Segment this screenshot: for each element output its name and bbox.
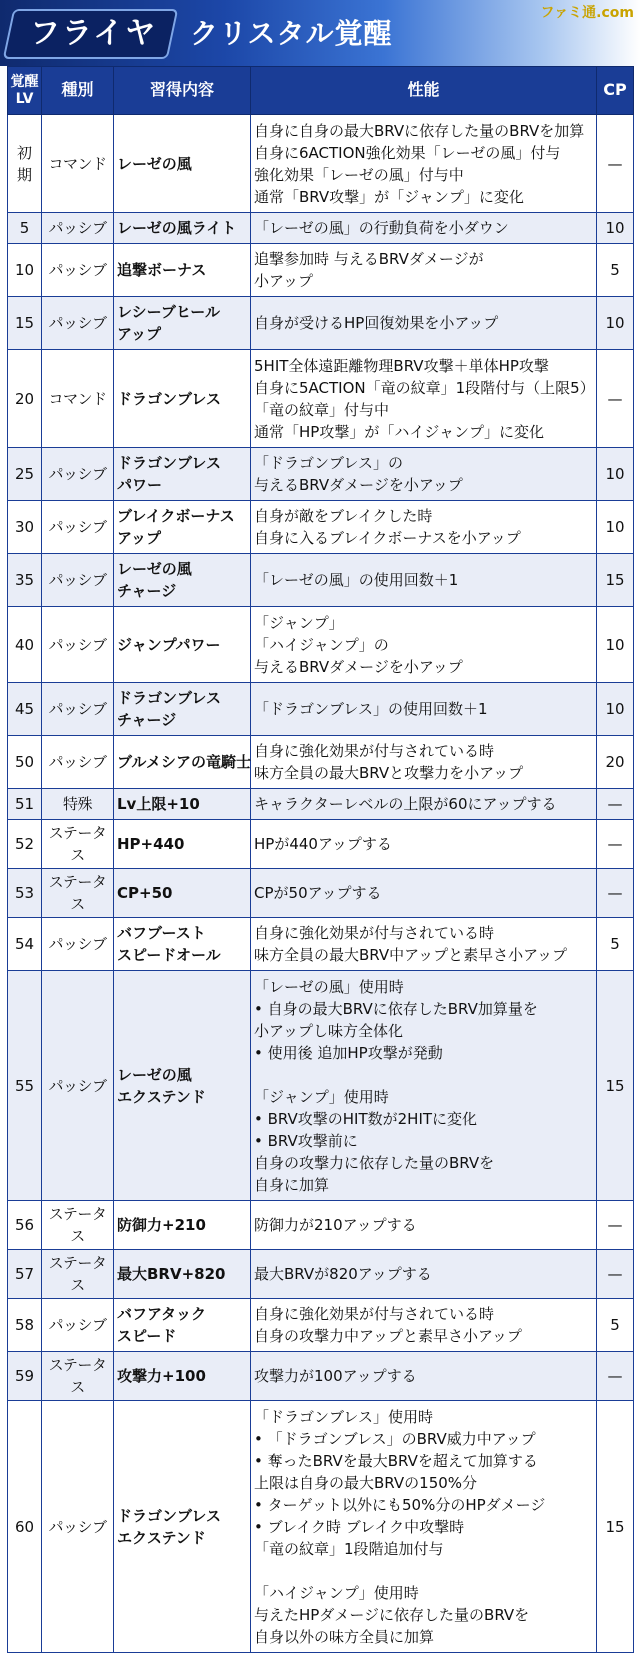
skill-name-line: スピード <box>117 1327 177 1345</box>
cell-type: ステータス <box>42 820 114 869</box>
cell-awakening-lv: 15 <box>8 297 42 350</box>
performance-line <box>254 1560 593 1582</box>
cell-awakening-lv: 60 <box>8 1401 42 1653</box>
table-row <box>8 297 634 350</box>
skill-name-line: 追撃ボーナス <box>117 261 207 279</box>
skill-name-line: ドラゴンブレス <box>117 389 221 408</box>
cell-type: ステータス <box>42 869 114 918</box>
table-row <box>8 350 634 448</box>
table-row <box>8 736 634 789</box>
performance-line: 「ハイジャンプ」の <box>254 635 389 654</box>
performance-line <box>254 1064 593 1086</box>
cell-awakening-lv: 初期 <box>8 115 42 213</box>
performance-line: 「ジャンプ」 <box>254 613 344 632</box>
column-header-lv-line1: 覚醒 <box>10 74 39 91</box>
skill-name-line: レーゼの風 <box>117 154 192 173</box>
performance-line: 攻撃力が100アップする <box>254 1367 417 1385</box>
cell-performance <box>251 971 597 1201</box>
cell-awakening-lv: 5 <box>8 213 42 244</box>
cell-cp: — <box>597 1201 634 1250</box>
cell-performance <box>251 213 597 244</box>
cell-awakening-lv: 50 <box>8 736 42 789</box>
cell-skill-name <box>114 1299 251 1352</box>
performance-line: 「ドラゴンブレス」の使用回数＋1 <box>254 700 488 718</box>
performance-line: 通常「HP攻撃」が「ハイジャンプ」に変化 <box>254 422 545 441</box>
performance-line: 自身が受けるHP回復効果を小アップ <box>254 314 499 332</box>
skill-name-line: ブルメシアの竜騎士 <box>117 753 251 771</box>
performance-line: 自身に強化効果が付与されている時 <box>254 742 495 760</box>
table-row <box>8 244 634 297</box>
cell-type: パッシブ <box>42 683 114 736</box>
cell-performance <box>251 501 597 554</box>
table-row <box>8 554 634 607</box>
cell-skill-name <box>114 554 251 607</box>
cell-type: パッシブ <box>42 297 114 350</box>
cell-skill-name <box>114 820 251 869</box>
skill-name-line: スピードオール <box>117 946 221 964</box>
cell-awakening-lv: 57 <box>8 1250 42 1299</box>
cell-type: パッシブ <box>42 244 114 297</box>
skill-name-line: 最大BRV+820 <box>117 1265 226 1283</box>
performance-line: 5HIT全体遠距離物理BRV攻撃＋単体HP攻撃 <box>254 356 549 375</box>
cell-type: パッシブ <box>42 736 114 789</box>
cell-performance <box>251 869 597 918</box>
skill-name-line: バフブースト <box>117 924 206 942</box>
skill-name-line: チャージ <box>117 711 177 729</box>
table-row <box>8 1352 634 1401</box>
column-header-name: 習得内容 <box>114 67 251 115</box>
cell-skill-name <box>114 683 251 736</box>
performance-line: 自身に入るブレイクボーナスを小アップ <box>254 529 521 547</box>
skill-name-line: 攻撃力+100 <box>117 1367 206 1385</box>
skill-name-line: チャージ <box>117 582 177 600</box>
crystal-awakening-table <box>7 66 634 1653</box>
performance-line: 防御力が210アップする <box>254 1216 417 1234</box>
cell-cp: 20 <box>597 736 634 789</box>
performance-line: • ターゲット以外にも50%分のHPダメージ <box>254 1495 546 1514</box>
page-subtitle: クリスタル覚醒 <box>190 17 393 50</box>
cell-performance <box>251 244 597 297</box>
skill-name-line: レーゼの風 <box>117 1065 192 1084</box>
cell-skill-name <box>114 1250 251 1299</box>
cell-awakening-lv: 55 <box>8 971 42 1201</box>
cell-skill-name <box>114 736 251 789</box>
cell-skill-name <box>114 501 251 554</box>
cell-cp: 5 <box>597 244 634 297</box>
skill-name-line: アップ <box>117 529 161 547</box>
cell-cp: 15 <box>597 554 634 607</box>
cell-type: ステータス <box>42 1201 114 1250</box>
cell-cp: 10 <box>597 607 634 683</box>
character-name: フライヤ <box>30 16 158 51</box>
skill-name-line: エクステンド <box>117 1528 206 1547</box>
table-header-row <box>8 67 634 115</box>
cell-type: パッシブ <box>42 1299 114 1352</box>
performance-line: • ブレイク時 ブレイク中攻撃時 <box>254 1517 465 1536</box>
performance-line: 最大BRVが820アップする <box>254 1265 432 1283</box>
skill-name-line: 防御力+210 <box>117 1216 206 1234</box>
performance-line: • BRV攻撃のHIT数が2HITに変化 <box>254 1109 478 1128</box>
skill-name-line: パワー <box>117 476 163 494</box>
table-row <box>8 918 634 971</box>
table-row <box>8 213 634 244</box>
cell-skill-name <box>114 1352 251 1401</box>
performance-line: 上限は自身の最大BRVの150%分 <box>254 1473 478 1492</box>
table-row <box>8 1299 634 1352</box>
table-row <box>8 1201 634 1250</box>
cell-cp: 10 <box>597 683 634 736</box>
table-row <box>8 820 634 869</box>
performance-line: 小アップ <box>254 272 313 290</box>
cell-type: ステータス <box>42 1352 114 1401</box>
skill-name-line: レーゼの風ライト <box>117 219 237 237</box>
performance-line: 与えるBRVダメージを小アップ <box>254 476 463 494</box>
performance-line: 「レーゼの風」の行動負荷を小ダウン <box>254 219 509 237</box>
table-row <box>8 115 634 213</box>
performance-line: 「ドラゴンブレス」の <box>254 454 403 472</box>
cell-cp: 10 <box>597 297 634 350</box>
cell-skill-name <box>114 350 251 448</box>
cell-cp: — <box>597 115 634 213</box>
performance-line: 与えたHPダメージに依存した量のBRVを <box>254 1605 530 1624</box>
cell-type: コマンド <box>42 350 114 448</box>
cell-skill-name <box>114 789 251 820</box>
cell-cp: 5 <box>597 918 634 971</box>
cell-performance <box>251 683 597 736</box>
column-header-performance: 性能 <box>251 67 597 115</box>
performance-line: 自身以外の味方全員に加算 <box>254 1627 435 1646</box>
cell-skill-name <box>114 1401 251 1653</box>
performance-line: CPが50アップする <box>254 884 382 902</box>
cell-performance <box>251 1299 597 1352</box>
cell-performance <box>251 297 597 350</box>
performance-line: 「竜の紋章」1段階追加付与 <box>254 1539 444 1558</box>
cell-type: ステータス <box>42 1250 114 1299</box>
table-row <box>8 971 634 1201</box>
cell-awakening-lv: 53 <box>8 869 42 918</box>
cell-skill-name <box>114 607 251 683</box>
cell-performance <box>251 736 597 789</box>
cell-cp: 15 <box>597 1401 634 1653</box>
table-row <box>8 683 634 736</box>
performance-line: 「ハイジャンプ」使用時 <box>254 1583 419 1602</box>
performance-line: 自身に加算 <box>254 1175 330 1194</box>
skill-name-line: エクステンド <box>117 1087 206 1106</box>
cell-type: パッシブ <box>42 607 114 683</box>
cell-skill-name <box>114 244 251 297</box>
cell-type: コマンド <box>42 115 114 213</box>
cell-skill-name <box>114 448 251 501</box>
cell-cp: — <box>597 1352 634 1401</box>
skill-name-line: レーゼの風 <box>117 560 192 578</box>
performance-line: 「レーゼの風」の使用回数＋1 <box>254 571 459 589</box>
column-header-lv <box>8 67 42 115</box>
cell-awakening-lv: 56 <box>8 1201 42 1250</box>
cell-skill-name <box>114 918 251 971</box>
performance-line: 小アップし味方全体化 <box>254 1021 403 1040</box>
cell-skill-name <box>114 869 251 918</box>
cell-type: パッシブ <box>42 918 114 971</box>
cell-type: パッシブ <box>42 213 114 244</box>
performance-line: 自身に6ACTION強化効果「レーゼの風」付与 <box>254 143 561 162</box>
cell-performance <box>251 789 597 820</box>
page-header <box>0 0 640 66</box>
cell-skill-name <box>114 115 251 213</box>
column-header-lv-line2: LV <box>15 90 34 107</box>
cell-performance <box>251 1401 597 1653</box>
cell-performance <box>251 1352 597 1401</box>
skill-name-line: CP+50 <box>117 884 173 902</box>
table-row <box>8 789 634 820</box>
skill-name-line: HP+440 <box>117 835 185 853</box>
table-row <box>8 607 634 683</box>
performance-line: 自身に自身の最大BRVに依存した量のBRVを加算 <box>254 121 585 140</box>
cell-performance <box>251 820 597 869</box>
performance-line: 自身の攻撃力に依存した量のBRVを <box>254 1153 495 1172</box>
cell-type: 特殊 <box>42 789 114 820</box>
performance-line: • 自身の最大BRVに依存したBRV加算量を <box>254 999 538 1018</box>
skill-name-line: ドラゴンブレス <box>117 1506 221 1525</box>
cell-performance <box>251 1201 597 1250</box>
cell-awakening-lv: 51 <box>8 789 42 820</box>
cell-cp: 10 <box>597 501 634 554</box>
performance-line: HPが440アップする <box>254 835 392 853</box>
performance-line: • 奪ったBRVを最大BRVを超えて加算する <box>254 1451 538 1470</box>
table-row <box>8 448 634 501</box>
cell-cp: 5 <box>597 1299 634 1352</box>
performance-line: 自身の攻撃力中アップと素早さ小アップ <box>254 1327 522 1345</box>
cell-type: パッシブ <box>42 554 114 607</box>
performance-line: 強化効果「レーゼの風」付与中 <box>254 165 464 184</box>
cell-performance <box>251 350 597 448</box>
cell-type: パッシブ <box>42 501 114 554</box>
cell-cp: — <box>597 820 634 869</box>
performance-line: 自身に強化効果が付与されている時 <box>254 1305 495 1323</box>
cell-performance <box>251 448 597 501</box>
table-row <box>8 501 634 554</box>
cell-skill-name <box>114 1201 251 1250</box>
cell-cp: — <box>597 869 634 918</box>
cell-performance <box>251 1250 597 1299</box>
cell-awakening-lv: 25 <box>8 448 42 501</box>
cell-cp: 10 <box>597 448 634 501</box>
cell-type: パッシブ <box>42 971 114 1201</box>
performance-line: 通常「BRV攻撃」が「ジャンプ」に変化 <box>254 187 524 206</box>
column-header-cp: CP <box>597 67 634 115</box>
performance-line: 味方全員の最大BRVと攻撃力を小アップ <box>254 764 524 782</box>
skill-name-line: レシーブヒール <box>117 303 220 321</box>
cell-type: パッシブ <box>42 1401 114 1653</box>
cell-awakening-lv: 59 <box>8 1352 42 1401</box>
cell-awakening-lv: 35 <box>8 554 42 607</box>
skill-name-line: アップ <box>117 325 161 343</box>
performance-line: • 使用後 追加HP攻撃が発動 <box>254 1043 443 1062</box>
site-watermark: ファミ通.com <box>540 5 634 21</box>
cell-awakening-lv: 10 <box>8 244 42 297</box>
cell-performance <box>251 607 597 683</box>
table-body <box>8 115 634 1653</box>
performance-line: • BRV攻撃前に <box>254 1131 358 1150</box>
performance-line: キャラクターレベルの上限が60にアップする <box>254 795 557 813</box>
cell-cp: 10 <box>597 213 634 244</box>
performance-line: 「竜の紋章」付与中 <box>254 400 390 419</box>
performance-line: 自身に5ACTION「竜の紋章」1段階付与（上限5） <box>254 378 595 397</box>
cell-awakening-lv: 58 <box>8 1299 42 1352</box>
cell-performance <box>251 918 597 971</box>
table-row <box>8 1250 634 1299</box>
cell-cp: — <box>597 350 634 448</box>
skill-name-line: Lv上限+10 <box>117 795 200 813</box>
column-header-type: 種別 <box>42 67 114 115</box>
cell-awakening-lv: 52 <box>8 820 42 869</box>
cell-skill-name <box>114 297 251 350</box>
performance-line: 追撃参加時 与えるBRVダメージが <box>254 250 484 268</box>
performance-line: 自身に強化効果が付与されている時 <box>254 924 495 942</box>
performance-line: 「レーゼの風」使用時 <box>254 977 404 996</box>
performance-line: • 「ドラゴンブレス」のBRV威力中アップ <box>254 1429 536 1448</box>
cell-awakening-lv: 30 <box>8 501 42 554</box>
skill-name-line: ドラゴンブレス <box>117 689 221 707</box>
cell-cp: 15 <box>597 971 634 1201</box>
cell-awakening-lv: 54 <box>8 918 42 971</box>
performance-line: 味方全員の最大BRV中アップと素早さ小アップ <box>254 946 568 964</box>
table-row <box>8 869 634 918</box>
skill-name-line: バフアタック <box>117 1305 206 1323</box>
cell-skill-name <box>114 213 251 244</box>
table-row <box>8 1401 634 1653</box>
cell-awakening-lv: 40 <box>8 607 42 683</box>
cell-performance <box>251 115 597 213</box>
skill-name-line: ジャンプパワー <box>117 635 221 654</box>
cell-type: パッシブ <box>42 448 114 501</box>
skill-name-line: ブレイクボーナス <box>117 507 235 525</box>
cell-cp: — <box>597 789 634 820</box>
performance-line: 「ジャンプ」使用時 <box>254 1087 389 1106</box>
cell-cp: — <box>597 1250 634 1299</box>
cell-skill-name <box>114 971 251 1201</box>
performance-line: 「ドラゴンブレス」使用時 <box>254 1407 433 1426</box>
cell-awakening-lv: 20 <box>8 350 42 448</box>
performance-line: 与えるBRVダメージを小アップ <box>254 657 463 676</box>
performance-line: 自身が敵をブレイクした時 <box>254 507 433 525</box>
cell-performance <box>251 554 597 607</box>
cell-awakening-lv: 45 <box>8 683 42 736</box>
skill-name-line: ドラゴンブレス <box>117 454 221 472</box>
